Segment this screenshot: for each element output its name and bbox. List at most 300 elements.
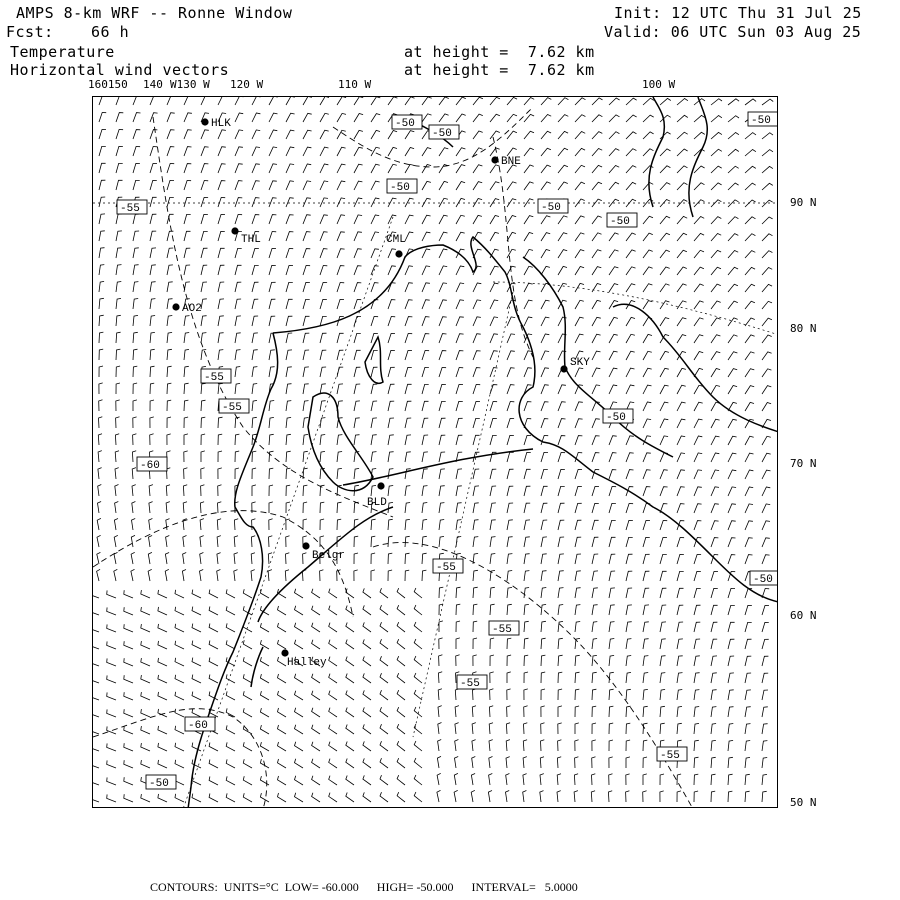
wind-vector: [762, 758, 767, 769]
wind-vector: [694, 470, 702, 479]
wind-vector: [303, 130, 312, 139]
wind-vector: [592, 723, 596, 734]
wind-vector: [235, 215, 242, 225]
wind-vector: [133, 400, 137, 411]
wind-vector: [643, 521, 650, 531]
wind-vector: [295, 691, 304, 700]
wind-vector: [422, 486, 428, 496]
wind-vector: [694, 521, 701, 530]
wind-vector: [745, 436, 754, 445]
wind-vector: [320, 570, 324, 581]
wind-vector: [184, 349, 189, 360]
wind-vector: [609, 487, 616, 497]
wind-vector: [184, 231, 191, 241]
wind-vector: [397, 792, 405, 802]
wind-vector: [388, 350, 395, 360]
wind-vector: [541, 503, 547, 513]
wind-vector: [99, 383, 103, 394]
contour-label-text: -50: [610, 216, 630, 228]
wind-vector: [329, 776, 337, 785]
wind-vector: [380, 775, 388, 785]
wind-vector: [175, 590, 184, 598]
wind-vector: [132, 485, 136, 496]
wind-vector: [592, 351, 601, 360]
wind-vector: [643, 149, 654, 156]
wind-vector: [303, 181, 311, 190]
wind-vector: [354, 147, 363, 156]
wind-vector: [286, 367, 292, 377]
wind-vector: [182, 570, 186, 582]
wind-vector: [133, 113, 141, 122]
wind-vector: [456, 215, 465, 224]
wind-vector: [414, 775, 422, 785]
contour-label-text: -55: [436, 562, 456, 574]
wind-vector: [133, 180, 140, 190]
wind-vector: [218, 97, 226, 105]
wind-vector: [303, 502, 307, 513]
wind-vector: [337, 452, 342, 463]
wind-vector: [694, 284, 704, 292]
contour-label-text: -55: [460, 678, 480, 690]
wind-vector: [93, 778, 99, 786]
wind-vector: [150, 366, 155, 377]
wind-vector: [524, 469, 531, 479]
wind-vector: [643, 537, 650, 547]
wind-vector: [303, 97, 312, 105]
wind-vector: [329, 759, 337, 768]
wind-vector: [243, 691, 252, 700]
wind-vector: [93, 795, 99, 803]
wind-vector: [660, 183, 670, 190]
wind-vector: [346, 776, 354, 786]
wind-vector: [150, 417, 154, 428]
wind-vector: [660, 774, 664, 785]
wind-vector: [507, 334, 515, 343]
wind-vector: [150, 265, 156, 275]
wind-vector: [456, 266, 464, 275]
wind-vector: [558, 520, 564, 530]
wind-vector: [354, 97, 363, 105]
wind-vector: [337, 97, 346, 105]
wind-vector: [226, 776, 235, 785]
wind-vector: [354, 384, 360, 394]
wind-vector: [295, 776, 304, 785]
wind-vector: [711, 234, 721, 242]
wind-vector: [209, 641, 218, 650]
wind-vector: [133, 299, 138, 310]
wind-vector: [329, 793, 337, 802]
wind-vector: [609, 115, 620, 122]
wind-vector: [422, 283, 430, 292]
wind-vector: [592, 216, 602, 224]
wind-vector: [414, 724, 422, 734]
wind-vector: [252, 316, 258, 326]
wind-vector: [626, 250, 636, 258]
wind-vector: [97, 552, 101, 564]
wind-vector: [116, 315, 121, 326]
wind-vector: [184, 333, 189, 344]
wind-vector: [99, 113, 106, 123]
wind-vector: [728, 166, 739, 173]
lon-label: 110 W: [338, 78, 372, 91]
wind-vector: [456, 97, 466, 105]
wind-vector: [524, 182, 534, 190]
wind-vector: [643, 689, 648, 700]
wind-vector: [252, 97, 261, 105]
wind-vector: [166, 502, 170, 513]
wind-vector: [397, 775, 405, 785]
wind-vector: [133, 366, 137, 377]
wind-vector: [388, 519, 393, 530]
wind-vector: [99, 146, 106, 156]
wind-vector: [312, 691, 320, 700]
wind-vector: [235, 282, 241, 292]
wind-vector: [728, 538, 736, 547]
wind-vector: [677, 588, 684, 598]
contour-label-text: -55: [660, 750, 680, 762]
wind-vector: [303, 266, 310, 276]
wind-vector: [269, 265, 276, 275]
wind-vector: [677, 639, 683, 649]
wind-vector: [116, 383, 120, 394]
wind-vector: [524, 520, 530, 530]
wind-vector: [711, 132, 722, 139]
wind-vector: [192, 590, 201, 598]
wind-vector: [711, 250, 721, 258]
wind-vector: [711, 504, 719, 513]
wind-vector: [490, 148, 500, 156]
wind-vector: [286, 384, 292, 394]
wind-vector: [728, 487, 736, 496]
wind-vector: [473, 131, 483, 139]
wind-vector: [626, 723, 630, 734]
wind-vector: [252, 299, 258, 309]
wind-vector: [541, 469, 548, 479]
wind-vector: [133, 130, 140, 139]
wind-temperature-map: [93, 97, 778, 808]
wind-vector: [592, 132, 602, 139]
wind-vector: [728, 284, 738, 292]
wind-vector: [286, 164, 294, 173]
wind-vector: [490, 334, 498, 343]
wind-vector: [643, 351, 652, 360]
wind-vector: [439, 266, 447, 275]
wind-vector: [192, 607, 201, 615]
wind-vector: [609, 655, 614, 666]
wind-vector: [252, 417, 257, 428]
wind-vector: [541, 452, 548, 462]
wind-vector: [558, 131, 568, 139]
wind-vector: [388, 435, 394, 445]
wind-vector: [354, 418, 360, 428]
wind-vector: [507, 419, 514, 429]
wind-vector: [107, 726, 116, 734]
wind-vector: [592, 740, 596, 751]
wind-vector: [363, 622, 371, 632]
wind-vector: [728, 690, 734, 700]
wind-vector: [626, 706, 631, 717]
wind-vector: [677, 554, 684, 564]
wind-vector: [626, 757, 630, 768]
wind-vector: [609, 774, 613, 785]
wind-vector: [354, 502, 359, 513]
wind-vector: [456, 503, 462, 513]
wind-vector: [473, 469, 479, 479]
wind-vector: [728, 521, 736, 530]
wind-vector: [380, 707, 388, 717]
wind-vector: [558, 588, 564, 598]
wind-vector: [388, 300, 395, 309]
wind-vector: [286, 401, 291, 411]
wind-vector: [490, 435, 497, 445]
wind-vector: [507, 706, 511, 717]
wind-vector: [575, 165, 585, 173]
wind-vector: [541, 182, 551, 190]
wind-vector: [148, 552, 152, 564]
wind-vector: [626, 284, 635, 292]
wind-vector: [158, 709, 167, 717]
wind-vector: [414, 673, 422, 683]
wind-vector: [541, 520, 547, 530]
wind-vector: [575, 571, 581, 581]
wind-vector: [405, 164, 414, 173]
wind-vector: [200, 553, 204, 565]
wind-vector: [439, 621, 443, 632]
wind-vector: [337, 519, 341, 530]
wind-vector: [286, 97, 295, 105]
wind-vector: [124, 726, 133, 734]
wind-vector: [711, 402, 720, 411]
wind-vector: [439, 181, 448, 190]
wind-vector: [116, 214, 122, 224]
wind-vector: [524, 216, 533, 224]
wind-vector: [523, 774, 527, 785]
wind-vector: [354, 181, 362, 190]
wind-vector: [677, 673, 683, 683]
wind-vector: [320, 147, 329, 156]
wind-vector: [371, 435, 377, 445]
wind-vector: [320, 350, 326, 360]
wind-vector: [609, 672, 614, 683]
wind-vector: [397, 724, 405, 734]
wind-vector: [745, 386, 754, 394]
wind-vector: [507, 368, 515, 377]
wind-vector: [269, 232, 276, 242]
wind-vector: [150, 214, 156, 224]
wind-vector: [592, 774, 596, 785]
wind-vector: [643, 571, 649, 581]
wind-vector: [414, 605, 422, 615]
contour-label-text: -50: [606, 412, 626, 424]
wind-vector: [575, 233, 584, 241]
wind-vector: [184, 468, 188, 479]
wind-vector: [575, 334, 584, 343]
wind-vector: [346, 742, 354, 752]
wind-vector: [218, 502, 222, 513]
wind-vector: [660, 470, 668, 479]
wind-vector: [660, 98, 671, 105]
wind-vector: [422, 418, 428, 428]
wind-vector: [414, 656, 422, 666]
wind-vector: [371, 418, 377, 428]
wind-vector: [711, 284, 721, 292]
wind-vector: [643, 791, 647, 802]
wind-vector: [524, 368, 532, 377]
wind-vector: [558, 723, 562, 734]
wind-vector: [762, 656, 768, 666]
wind-vector: [320, 401, 326, 411]
wind-vector: [226, 589, 235, 598]
wind-vector: [506, 774, 510, 786]
wind-vector: [141, 709, 150, 717]
wind-vector: [99, 417, 103, 428]
wind-vector: [507, 435, 514, 445]
wind-vector: [439, 317, 447, 326]
wind-vector: [150, 231, 156, 241]
wind-vector: [380, 758, 388, 768]
wind-vector: [711, 99, 722, 105]
wind-vector: [158, 590, 167, 598]
wind-vector: [201, 231, 208, 241]
wind-vector: [558, 216, 568, 224]
wind-vector: [320, 283, 327, 293]
wind-vector: [235, 97, 243, 105]
wind-vector: [320, 215, 328, 224]
wind-vector: [506, 791, 510, 803]
wind-vector: [643, 115, 654, 122]
wind-vector: [694, 605, 701, 615]
wind-vector: [99, 315, 104, 326]
wind-vector: [312, 776, 320, 785]
wind-vector: [295, 640, 304, 649]
wind-vector: [473, 97, 483, 105]
wind-vector: [107, 675, 116, 683]
wind-vector: [473, 182, 482, 190]
wind-vector: [184, 113, 192, 122]
wind-vector: [303, 553, 307, 564]
wind-vector: [380, 673, 388, 683]
wind-vector: [558, 689, 562, 700]
wind-vector: [320, 97, 329, 105]
wind-vector: [728, 217, 738, 224]
wind-vector: [490, 520, 496, 530]
wind-vector: [371, 485, 376, 496]
wind-vector: [643, 233, 653, 241]
wind-vector: [643, 588, 649, 598]
wind-vector: [643, 334, 652, 343]
wind-vector: [728, 99, 739, 105]
wind-vector: [295, 759, 304, 768]
wind-vector: [507, 114, 517, 122]
wind-vector: [141, 760, 150, 768]
wind-vector: [303, 519, 307, 530]
wind-vector: [711, 521, 719, 530]
wind-vector: [150, 97, 158, 105]
wind-vector: [184, 417, 188, 428]
wind-vector: [439, 334, 447, 343]
wind-vector: [541, 250, 550, 259]
wind-vector: [235, 451, 239, 462]
wind-vector: [575, 402, 583, 411]
wind-vector: [473, 283, 481, 292]
wind-vector: [677, 250, 687, 258]
wind-vector: [107, 692, 116, 700]
wind-vector: [167, 97, 175, 105]
wind-vector: [454, 790, 458, 802]
wind-vector: [575, 148, 585, 156]
wind-vector: [575, 267, 584, 276]
wind-vector: [592, 419, 600, 428]
wind-vector: [371, 283, 379, 292]
wind-vector: [235, 468, 239, 479]
wind-vector: [286, 232, 293, 241]
wind-vector: [167, 417, 171, 428]
wind-vector: [141, 624, 150, 632]
wind-vector: [677, 335, 686, 343]
wind-vector: [694, 385, 703, 394]
wind-vector: [218, 248, 225, 258]
wind-vector: [592, 385, 600, 394]
wind-vector: [456, 300, 464, 309]
wind-vector: [329, 742, 337, 751]
wind-vector: [200, 519, 204, 530]
wind-vector: [422, 384, 429, 394]
wind-vector: [728, 724, 733, 735]
wind-vector: [456, 401, 463, 411]
wind-vector: [456, 368, 463, 378]
wind-vector: [312, 742, 320, 751]
wind-vector: [320, 367, 326, 377]
wind-vector: [269, 249, 276, 259]
wind-vector: [380, 792, 388, 802]
wind-vector: [201, 400, 206, 411]
wind-vector: [541, 436, 548, 446]
wind-vector: [558, 571, 564, 581]
wind-vector: [192, 624, 201, 632]
wind-vector: [167, 299, 173, 309]
wind-vector: [286, 282, 293, 292]
wind-vector: [660, 216, 670, 224]
wind-vector: [218, 434, 222, 445]
wind-vector: [388, 536, 393, 547]
wind-vector: [184, 265, 190, 275]
wind-vector: [591, 791, 595, 802]
wind-vector: [167, 180, 174, 190]
wind-vector: [473, 300, 481, 309]
wind-vector: [745, 369, 754, 377]
wind-vector: [98, 434, 102, 445]
wind-vector: [745, 402, 754, 411]
wind-vector: [243, 640, 252, 649]
wind-vector: [98, 468, 102, 479]
wind-vector: [456, 182, 465, 191]
wind-vector: [286, 468, 290, 479]
wind-vector: [541, 98, 551, 105]
wind-vector: [694, 504, 702, 513]
wind-vector: [439, 638, 443, 649]
wind-vector: [295, 674, 304, 683]
wind-vector: [677, 368, 686, 377]
wind-vector: [762, 774, 767, 785]
wind-vector: [286, 299, 293, 309]
wind-vector: [762, 791, 767, 802]
wind-vector: [558, 115, 568, 122]
wind-vector: [107, 760, 116, 768]
wind-vector: [141, 692, 150, 700]
wind-vector: [201, 417, 205, 428]
wind-vector: [541, 351, 549, 360]
wind-vector: [762, 335, 772, 343]
